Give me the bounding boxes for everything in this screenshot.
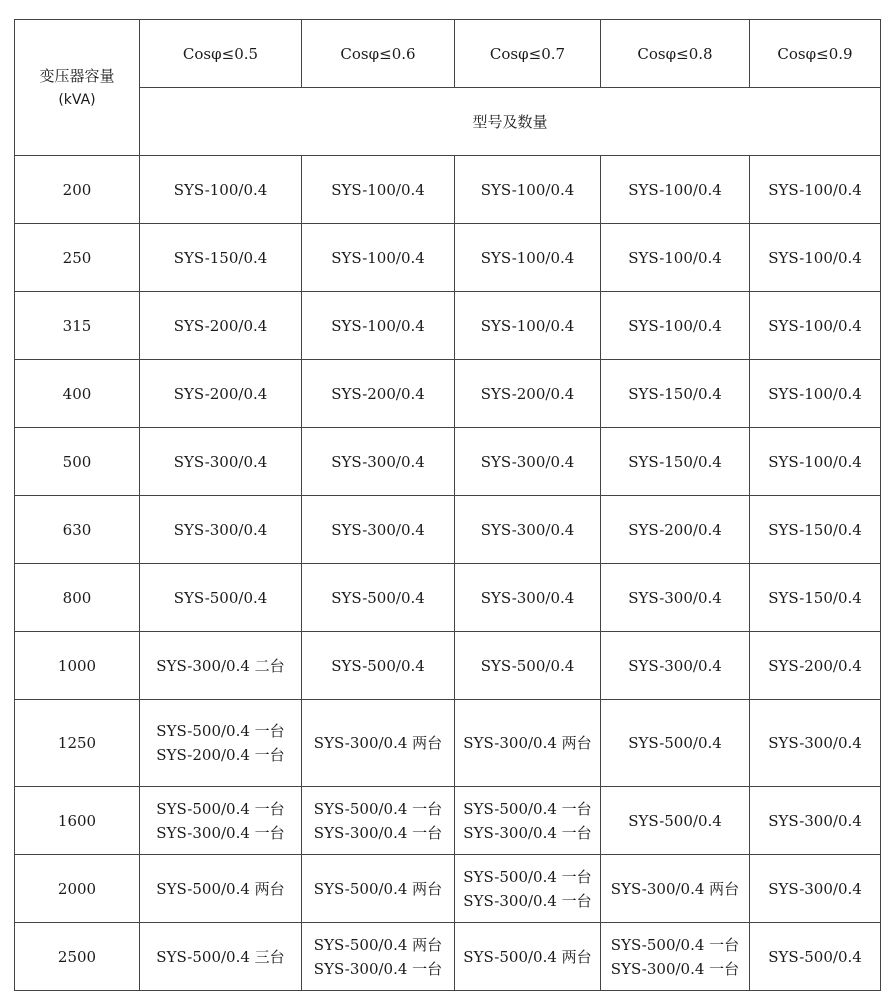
model-cell [750,156,881,224]
model-entry: SYS-300/0.4 一台 [313,959,443,978]
model-entry: SYS-300/0.4 [331,452,425,471]
table-row [15,428,881,496]
model-entry: SYS-300/0.4 [480,520,575,539]
model-cell [601,787,750,855]
model-entry: SYS-500/0.4 [768,947,862,966]
model-cell [601,923,750,991]
model-cell [302,700,455,787]
model-cell [750,292,881,360]
table-row [15,923,881,991]
cos-header-2: Cosφ≤0.7 [455,20,601,88]
capacity-cell: 400 [15,360,140,428]
model-entry: SYS-300/0.4 [768,879,862,898]
model-entry: SYS-200/0.4 [173,316,268,335]
model-entry: SYS-100/0.4 [628,248,722,267]
model-cell [140,855,302,923]
model-entry: SYS-500/0.4 一台 [156,722,285,740]
model-cell [455,632,601,700]
model-entry: SYS-500/0.4 一台 [156,799,285,818]
model-entry: SYS-200/0.4 [480,384,575,403]
model-cell [302,787,455,855]
capacity-cell: 250 [15,224,140,292]
model-entry: SYS-100/0.4 [628,180,722,199]
model-entry: SYS-100/0.4 [331,180,425,199]
table-row [15,360,881,428]
capacity-cell: 800 [15,564,140,632]
model-cell [455,855,601,923]
model-cell [601,360,750,428]
model-entry: SYS-300/0.4 一台 [463,823,592,842]
model-entry: SYS-500/0.4 两台 [463,947,592,966]
model-entry: SYS-100/0.4 [628,316,722,335]
model-cell [302,156,455,224]
table-row [15,156,881,224]
table-row [15,496,881,564]
model-cell [302,496,455,564]
capacity-header-cell [15,20,140,156]
model-entry: SYS-300/0.4 [480,588,575,607]
model-entry: SYS-100/0.4 [768,180,862,199]
model-cell [455,496,601,564]
table-row [15,632,881,700]
model-cell [140,564,302,632]
model-cell [601,855,750,923]
table-row [15,292,881,360]
cos-header-4: Cosφ≤0.9 [750,20,881,88]
model-entry: SYS-300/0.4 一台 [463,891,592,910]
model-entry: SYS-500/0.4 [173,588,268,607]
model-cell [750,923,881,991]
model-entry: SYS-100/0.4 [480,316,575,335]
model-entry: SYS-300/0.4 [480,452,575,471]
model-cell [140,496,302,564]
model-cell [302,360,455,428]
model-entry: SYS-500/0.4 一台 [463,867,592,886]
model-cell [601,428,750,496]
model-entry: SYS-500/0.4 两台 [156,879,285,898]
model-cell [455,360,601,428]
model-entry: SYS-300/0.4 [768,811,862,830]
model-cell [455,923,601,991]
model-entry: SYS-500/0.4 [480,656,575,675]
model-cell [750,787,881,855]
capacity-header-label: 变压器容量 [39,66,115,85]
model-cell [302,564,455,632]
model-cell [601,496,750,564]
model-cell [140,632,302,700]
capacity-header-unit: (kVA) [58,91,96,108]
table-row [15,564,881,632]
model-cell [302,224,455,292]
model-cell [140,156,302,224]
model-entry: SYS-100/0.4 [173,180,268,199]
model-entry: SYS-300/0.4 [173,452,268,471]
capacity-cell: 1600 [15,787,140,855]
model-entry: SYS-150/0.4 [628,452,722,471]
model-cell [455,224,601,292]
model-entry: SYS-150/0.4 [768,520,862,539]
capacity-cell: 1000 [15,632,140,700]
model-entry: SYS-200/0.4 [768,656,862,675]
model-cell [140,700,302,787]
model-cell [750,360,881,428]
model-entry: SYS-300/0.4 [173,520,268,539]
model-cell [302,292,455,360]
model-cell [140,360,302,428]
model-cell [750,224,881,292]
model-cell [140,292,302,360]
model-entry: SYS-100/0.4 [331,248,425,267]
model-cell [750,564,881,632]
subheader-row [15,88,881,156]
model-entry: SYS-500/0.4 [628,734,722,752]
model-entry: SYS-200/0.4 [173,384,268,403]
model-entry: SYS-500/0.4 [331,656,425,675]
model-entry: SYS-200/0.4 [331,384,425,403]
model-entry: SYS-100/0.4 [768,452,862,471]
capacity-cell: 2500 [15,923,140,991]
model-cell [750,496,881,564]
model-cell [750,700,881,787]
capacity-cell: 200 [15,156,140,224]
cos-header-1: Cosφ≤0.6 [302,20,455,88]
model-entry: SYS-300/0.4 [331,520,425,539]
capacity-cell: 630 [15,496,140,564]
model-cell [601,156,750,224]
model-entry: SYS-300/0.4 两台 [463,734,592,752]
model-cell [455,428,601,496]
cos-header-0: Cosφ≤0.5 [140,20,302,88]
model-quantity-header: 型号及数量 [140,88,881,156]
model-cell [140,923,302,991]
model-entry: SYS-200/0.4 [628,520,722,539]
model-cell [601,564,750,632]
model-entry: SYS-300/0.4 [768,734,862,752]
model-cell [750,855,881,923]
model-entry: SYS-500/0.4 一台 [463,799,592,818]
model-cell [302,923,455,991]
model-cell [140,224,302,292]
model-cell [140,787,302,855]
capacity-cell: 2000 [15,855,140,923]
model-cell [140,428,302,496]
model-entry: SYS-500/0.4 三台 [156,947,285,966]
table-row [15,700,881,787]
model-cell [601,224,750,292]
model-cell [601,632,750,700]
model-entry: SYS-200/0.4 一台 [156,746,285,764]
model-cell [455,700,601,787]
model-cell [750,632,881,700]
cos-header-3: Cosφ≤0.8 [601,20,750,88]
model-entry: SYS-300/0.4 两台 [610,879,740,898]
capacity-cell: 500 [15,428,140,496]
model-entry: SYS-500/0.4 两台 [313,879,443,898]
capacity-cell: 1250 [15,700,140,787]
model-entry: SYS-150/0.4 [628,384,722,403]
model-cell [302,855,455,923]
model-cell [455,292,601,360]
model-entry: SYS-500/0.4 [331,588,425,607]
model-entry: SYS-500/0.4 两台 [313,935,443,954]
model-entry: SYS-500/0.4 一台 [610,935,740,954]
model-cell [750,428,881,496]
model-cell [455,787,601,855]
capacity-cell: 315 [15,292,140,360]
model-cell [455,156,601,224]
model-entry: SYS-300/0.4 二台 [156,656,285,675]
model-entry: SYS-300/0.4 两台 [313,734,443,752]
table-body [15,20,881,991]
model-entry: SYS-300/0.4 [628,588,722,607]
model-entry: SYS-100/0.4 [768,316,862,335]
header-row [15,20,881,88]
model-cell [601,700,750,787]
model-entry: SYS-500/0.4 [628,811,722,830]
model-entry: SYS-300/0.4 一台 [610,959,740,978]
model-entry: SYS-100/0.4 [480,180,575,199]
table-row [15,787,881,855]
model-entry: SYS-100/0.4 [768,248,862,267]
model-entry: SYS-500/0.4 一台 [313,799,443,818]
model-entry: SYS-100/0.4 [480,248,575,267]
model-entry: SYS-150/0.4 [173,248,268,267]
capacitor-selection-table [14,19,881,991]
model-entry: SYS-300/0.4 一台 [313,823,443,842]
model-cell [455,564,601,632]
model-cell [601,292,750,360]
model-entry: SYS-300/0.4 一台 [156,823,285,842]
model-entry: SYS-150/0.4 [768,588,862,607]
model-cell [302,428,455,496]
model-entry: SYS-300/0.4 [628,656,722,675]
model-entry: SYS-100/0.4 [768,384,862,403]
table-row [15,855,881,923]
model-cell [302,632,455,700]
model-entry: SYS-100/0.4 [331,316,425,335]
table-row [15,224,881,292]
